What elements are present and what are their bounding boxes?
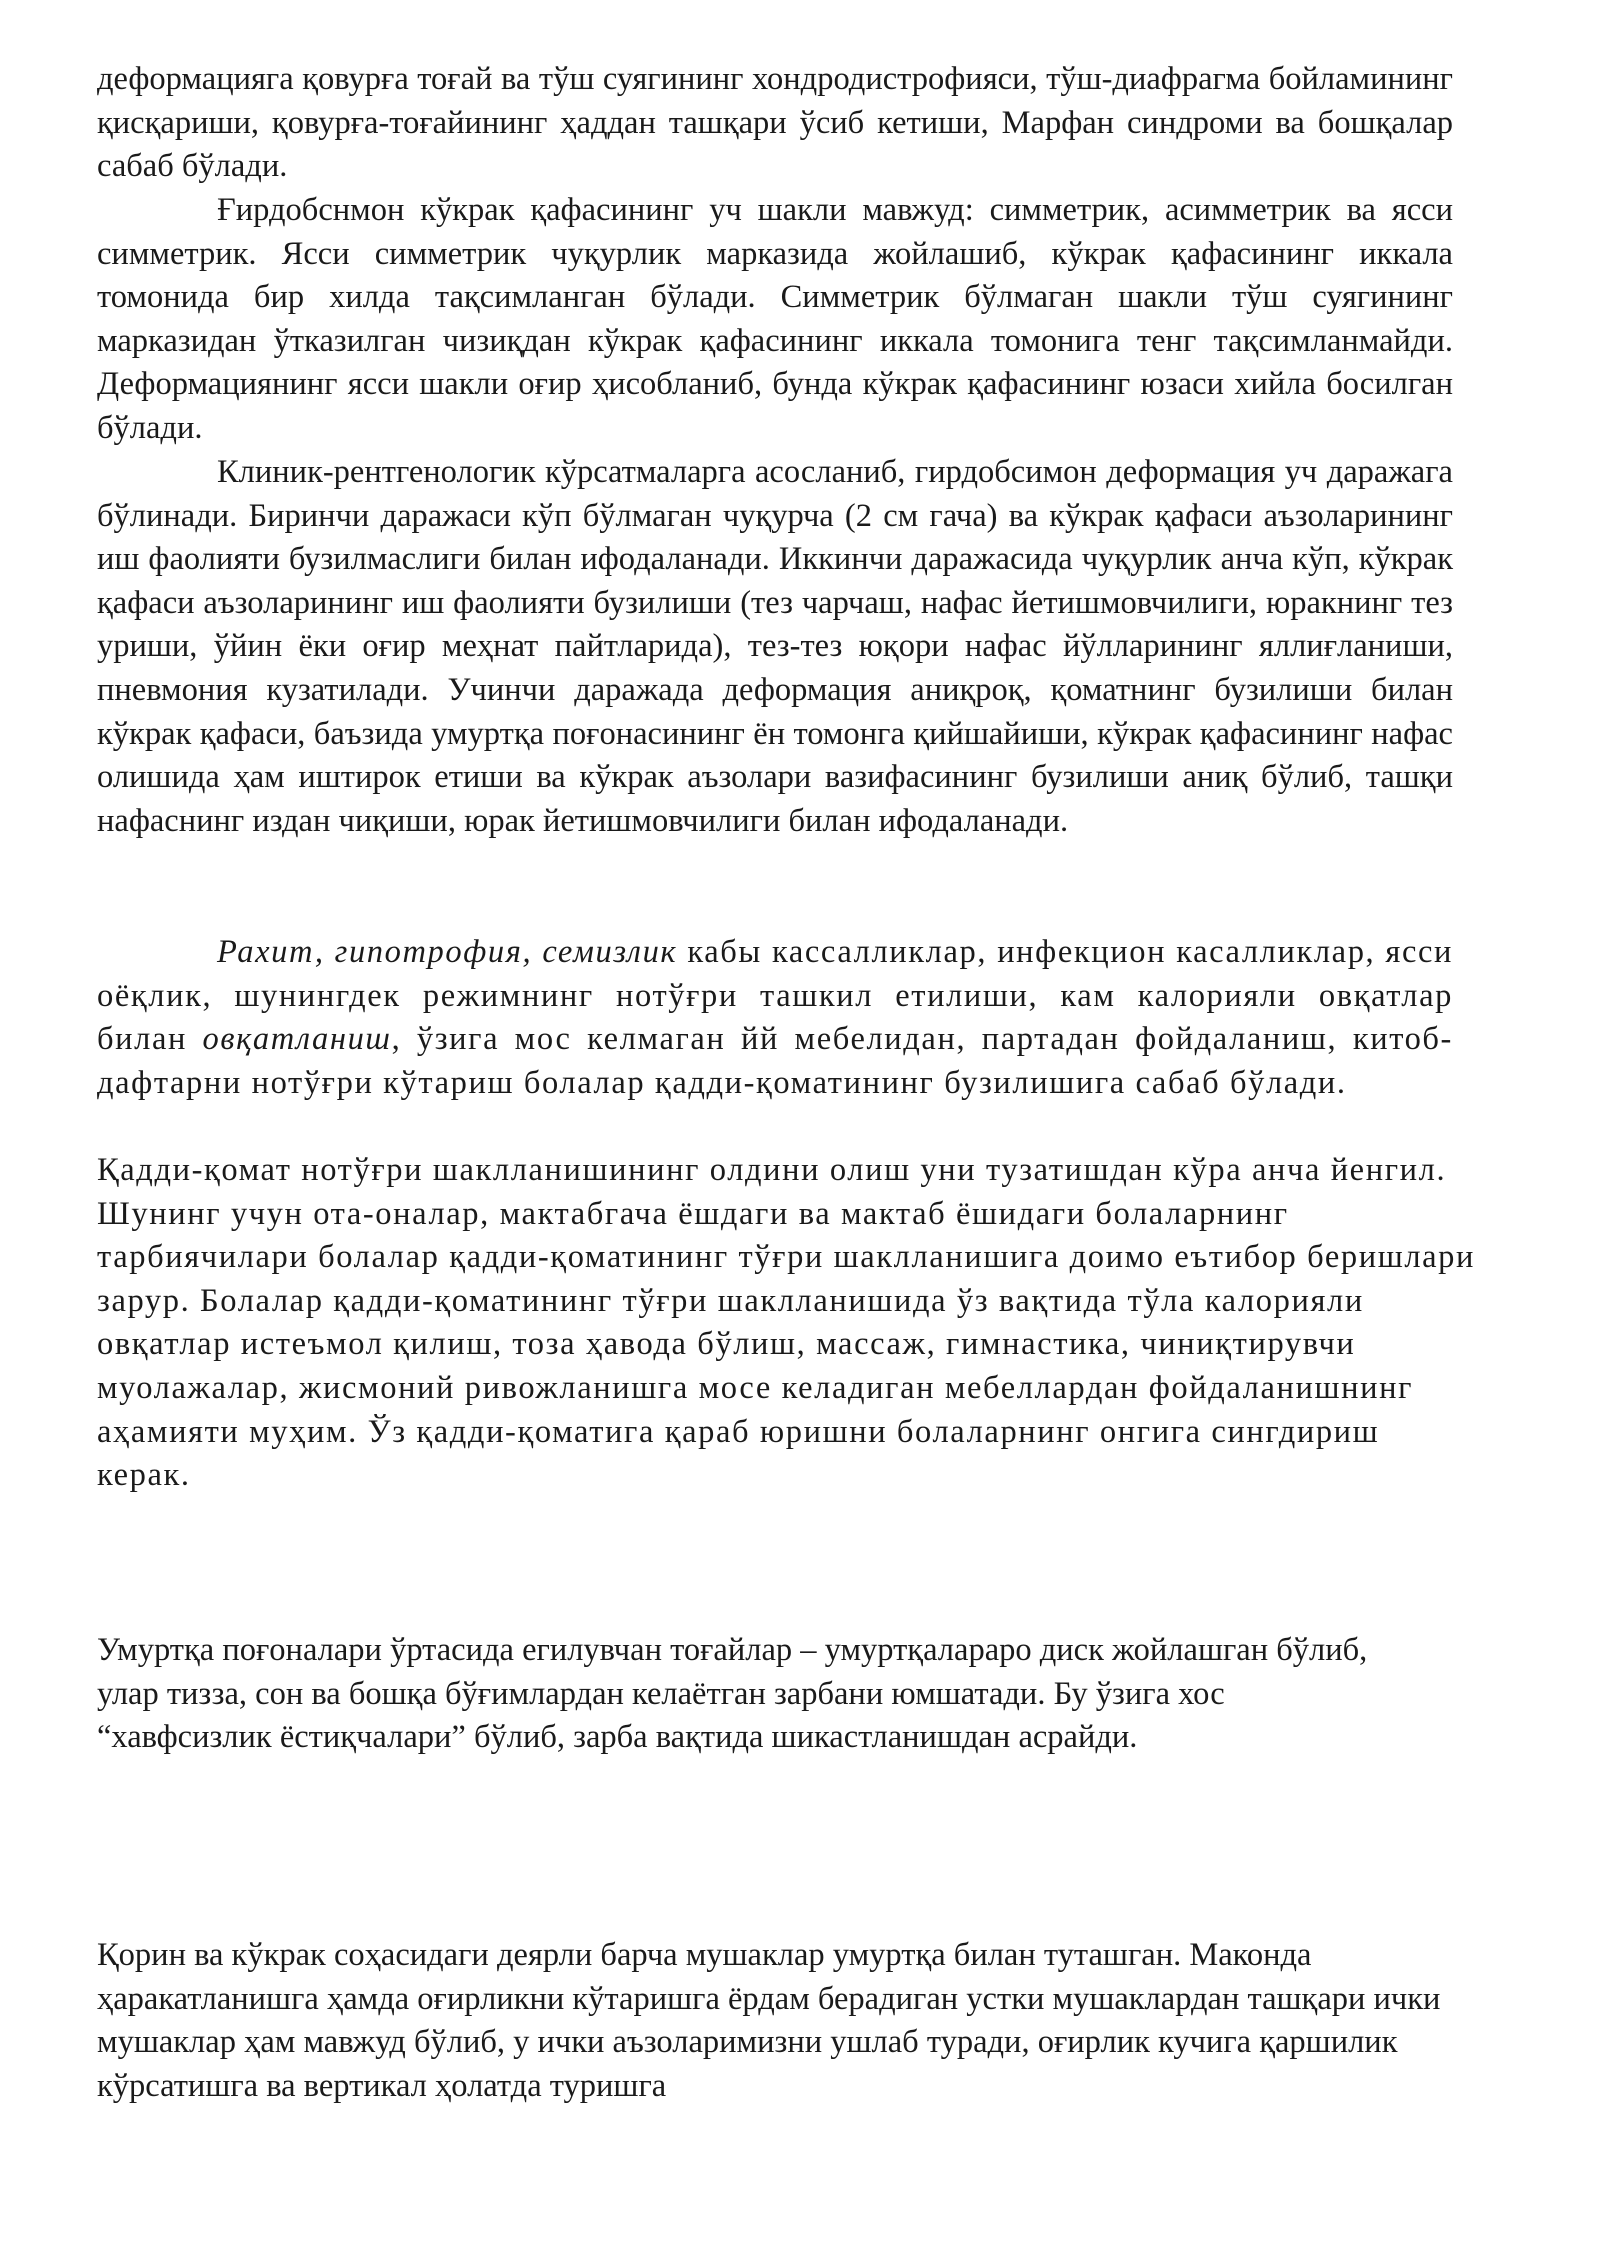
- posture-causes-text-b: , ўзига мос келмаган йй мебелидан, партадан фойдаланиш, китоб-дафтарни нотўғри кўтариш болалар қадди-қоматининг бузилишига сабаб бўлади.: [97, 1021, 1453, 1101]
- paragraph-deformation-causes: деформацияга қовурға тоғай ва тўш суягининг хондродистрофияси, тўш-диафрагма бойламининг қисқариши, қовурға-тоғайининг ҳаддан ташқари ўсиб кетиши, Марфан синдроми ва бошқалар сабаб бўлади.: [97, 61, 1453, 185]
- paragraph-posture-causes: [97, 931, 1453, 1105]
- paragraph-spine-muscles: Қорин ва кўкрак соҳасидаги деярли барча мушаклар умуртқа билан туташган. Маконда ҳаракатланишга ҳамда оғирликни кўтаришга ёрдам берадиган устки мушаклардан ташқари ички мушаклар ҳам мавжуд бўлиб, у ички аъзоларимизни ушлаб туради, оғирлик кучига қаршилик кўрсатишга ва вертикал ҳолатда туришга: [97, 1937, 1441, 2104]
- posture-causes-text-a: кабы кассалликлар, инфекцион касалликлар, ясси оёқлик, шунингдек режимнинг нотўғри ташкил етилиши, кам калорияли овқатлар билан: [97, 934, 1453, 1058]
- paragraph-deformation-degrees: Клиник-рентгенологик кўрсатмаларга асосланиб, гирдобсимон деформация уч даражага бўлинади. Биринчи даражаси кўп бўлмаган чуқурча (2 см гача) ва кўкрак қафаси аъзоларининг иш фаолияти бузилмаслиги билан ифодаланади. Иккинчи даражасида чуқурлик анча кўп, кўкрак қафаси аъзоларининг иш фаолияти бузилиши (тез чарчаш, нафас йетишмовчилиги, юракнинг тез уриши, ўйин ёки оғир меҳнат пайтларида), тез-тез юқори нафас йўлларининг яллиғланиши, пневмония кузатилади. Учинчи даражада деформация аниқроқ, қоматнинг бузилиши билан кўкрак қафаси, баъзида умуртқа поғонасининг ён томонга қийшайиши, кўкрак қафасининг нафас олишида ҳам иштирок етиши ва кўкрак аъзолари вазифасининг бузилиши аниқ бўлиб, ташқи нафаснинг издан чиқиши, юрак йетишмовчилиги билан ифодаланади.: [97, 454, 1453, 839]
- italic-diseases-text: Рахит, гипотрофия, семизлик: [217, 934, 678, 970]
- paragraph-intervertebral-discs: Умуртқа поғоналари ўртасида егилувчан тоғайлар – умуртқалараро диск жойлашган бўлиб, улар тизза, сон ва бошқа бўғимлардан келаётган зарбани юмшатади. Бу ўзига хос “хавфсизлик ёстиқчалари” бўлиб, зарба вақтида шикастланишдан асрайди.: [97, 1632, 1368, 1756]
- paragraph-posture-prevention: Қадди-қомат нотўғри шаклланишининг олдини олиш уни тузатишдан кўра анча йенгил. Шунинг учун ота-оналар, мактабгача ёшдаги ва мактаб ёшидаги болаларнинг тарбиячилари болалар қадди-қоматининг тўғри шаклланишига доимо еътибор беришлари зарур. Болалар қадди-қоматининг тўғри шаклланишида ўз вақтида тўла калорияли овқатлар истеъмол қилиш, тоза ҳавода бўлиш, массаж, гимнастика, чиниқтирувчи муолажалар, жисмоний ривожланишга мосе келадиган мебеллардан фойдаланишнинг аҳамияти муҳим. Ўз қадди-қоматига қараб юришни болаларнинг онгига сингдириш керак.: [97, 1152, 1476, 1494]
- paragraph-chest-shapes: Ғирдобснмон кўкрак қафасининг уч шакли мавжуд: симметрик, асимметрик ва ясси симметрик. Ясси симметрик чуқурлик марказида жойлашиб, кўкрак қафасининг иккала томонида бир хилда тақсимланган бўлади. Симметрик бўлмаган шакли тўш суягининг марказидан ўтказилган чизиқдан кўкрак қафасининг иккала томонига тенг тақсимланмайди. Деформациянинг ясси шакли оғир ҳисобланиб, бунда кўкрак қафасининг юзаси хийла босилган бўлади.: [97, 192, 1453, 446]
- italic-nutrition-text: овқатланиш: [202, 1021, 392, 1058]
